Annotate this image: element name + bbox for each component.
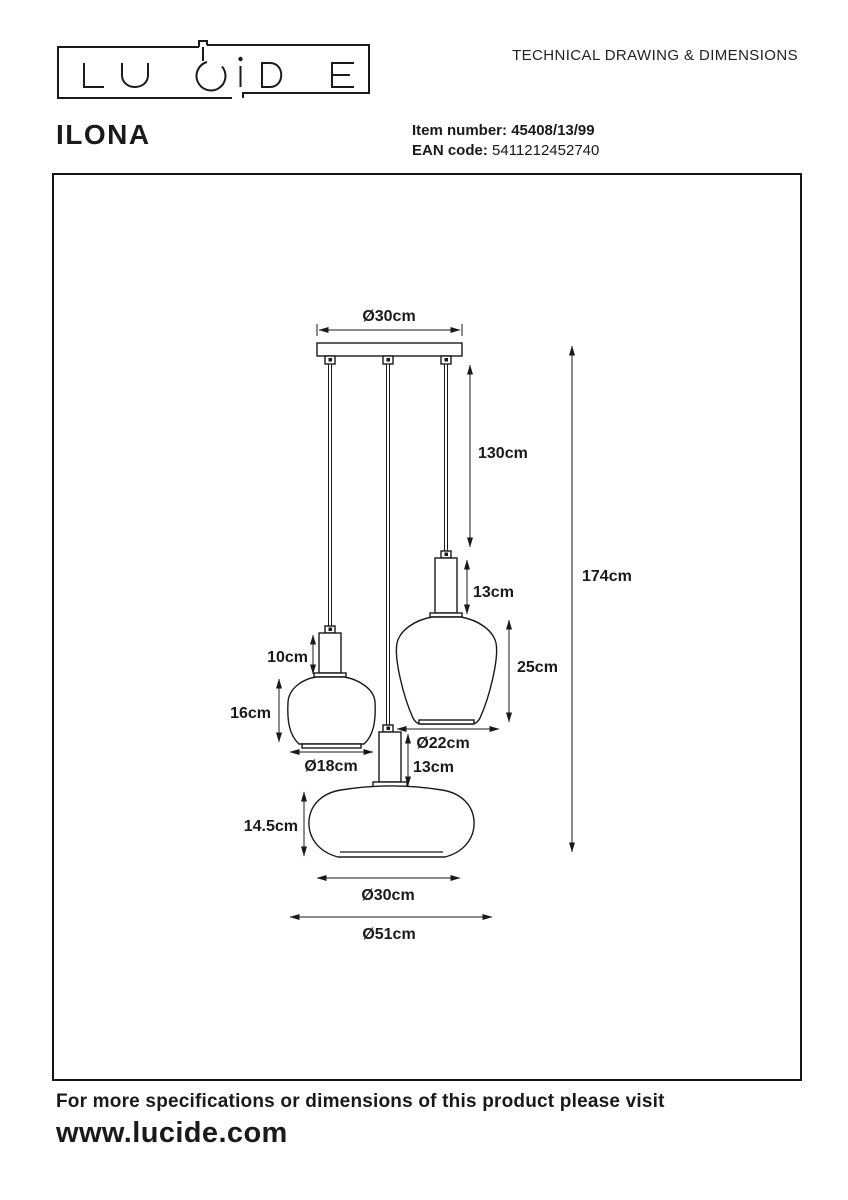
anchor-dot-socket-large (387, 727, 391, 731)
shade-medium-foot (419, 720, 474, 724)
label-total-width: Ø51cm (362, 926, 416, 943)
label-shade-small-height: 16cm (230, 705, 271, 722)
label-canopy-width: Ø30cm (362, 308, 416, 325)
ceiling-plate (317, 343, 462, 356)
anchor-dot-right (445, 358, 449, 362)
anchor-dot-left (329, 358, 333, 362)
label-cable-length: 130cm (478, 445, 528, 462)
label-shade-large-diameter: Ø30cm (361, 887, 415, 904)
socket-large (379, 732, 401, 782)
cable-center (387, 364, 390, 725)
cable-right (445, 364, 448, 551)
label-total-height: 174cm (582, 568, 632, 585)
shade-large (309, 786, 474, 857)
product-name: ILONA (56, 119, 151, 150)
label-socket-large: 13cm (413, 759, 454, 776)
shade-medium (396, 617, 496, 724)
anchor-dot-socket-small (329, 628, 333, 632)
item-number-label: Item number: (412, 122, 508, 139)
footer-website: www.lucide.com (56, 1117, 288, 1149)
footer-note: For more specifications or dimensions of this product please visit (56, 1091, 665, 1112)
socket-medium (435, 558, 457, 613)
cable-left (329, 364, 332, 626)
anchor-dot-center (387, 358, 391, 362)
item-number-value: 45408/13/99 (511, 122, 595, 139)
label-shade-medium-diameter: Ø22cm (416, 735, 470, 752)
label-socket-small: 10cm (267, 649, 308, 666)
socket-small (319, 633, 341, 673)
ean-value: 5411212452740 (492, 142, 600, 159)
label-shade-medium-height: 25cm (517, 659, 558, 676)
doc-title: TECHNICAL DRAWING & DIMENSIONS (512, 47, 798, 64)
shade-small (288, 677, 375, 744)
ean-label: EAN code: (412, 142, 488, 159)
label-shade-small-diameter: Ø18cm (304, 758, 358, 775)
anchor-dot-socket-medium (445, 553, 449, 557)
label-socket-medium: 13cm (473, 584, 514, 601)
shade-small-foot (302, 744, 361, 748)
label-shade-large-height: 14.5cm (243, 818, 298, 835)
